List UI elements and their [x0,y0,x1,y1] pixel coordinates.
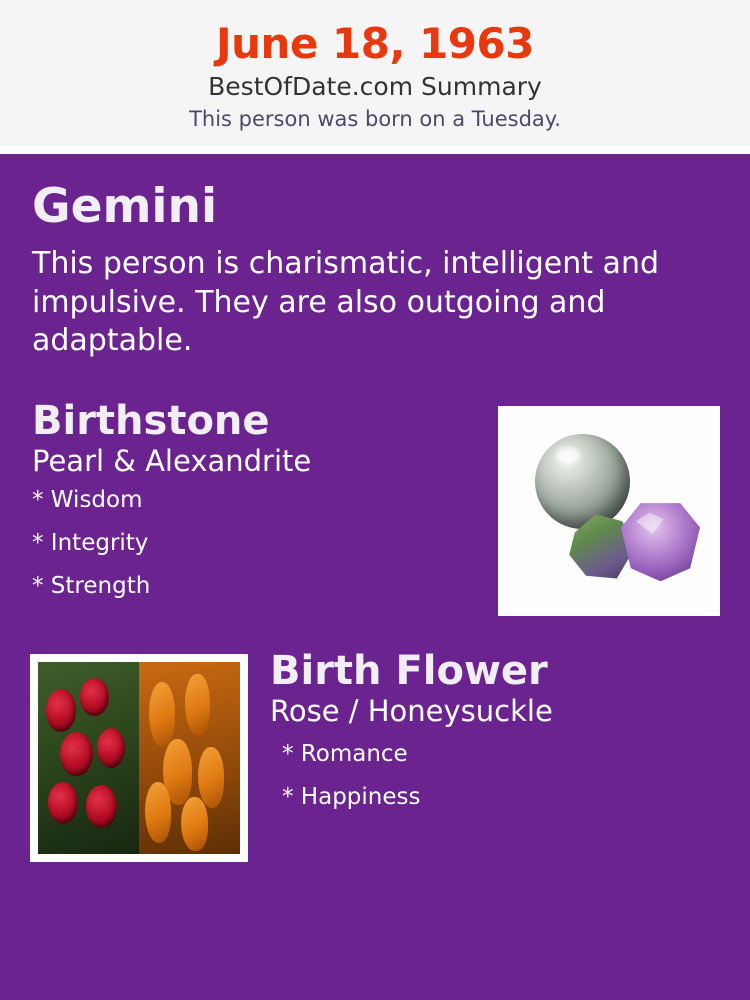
birth-flower-trait: * Happiness [282,784,421,811]
birth-flower-text [270,650,720,829]
birth-flower-trait: * Romance [282,741,408,768]
details-panel [0,154,750,1000]
born-day-note: This person was born on a Tuesday. [189,106,561,131]
header-divider [0,146,750,154]
birthstone-text [30,400,498,598]
birth-flower-image [30,654,248,862]
honeysuckle-photo [139,662,240,854]
rose-icon [86,785,116,827]
rose-icon [97,728,125,768]
honeysuckle-bloom-icon [149,682,175,747]
rose-icon [48,782,78,824]
birthstone-artwork [506,414,712,608]
birthstone-trait: * Integrity [32,530,149,557]
birth-flower-artwork [38,662,240,854]
birthstone-names: Pearl & Alexandrite [32,444,312,479]
rose-icon [46,689,76,731]
cut-alexandrite-icon [619,500,701,581]
birthstone-section [30,400,720,616]
birth-flower-names: Rose / Honeysuckle [270,694,553,729]
card-header [0,0,750,146]
pearl-icon [535,434,630,529]
honeysuckle-bloom-icon [185,674,209,735]
honeysuckle-bloom-icon [198,747,224,808]
birth-flower-title: Birth Flower [270,648,548,695]
birthstone-trait: * Wisdom [32,487,143,514]
honeysuckle-bloom-icon [145,782,171,843]
zodiac-description: This person is charismatic, intelligent and impulsive. They are also outgoing and adaptable. [32,246,659,359]
honeysuckle-bloom-icon [181,797,207,851]
zodiac-sign-name: Gemini [32,178,218,234]
birth-flower-section [30,650,720,862]
rose-icon [80,678,108,716]
birthstone-trait: * Strength [32,573,151,600]
site-summary-label: BestOfDate.com Summary [208,72,542,102]
rose-icon [60,732,92,776]
roses-photo [38,662,139,854]
birthstone-image [498,406,720,616]
page-title: June 18, 1963 [216,19,534,68]
birthstone-title: Birthstone [32,398,270,445]
